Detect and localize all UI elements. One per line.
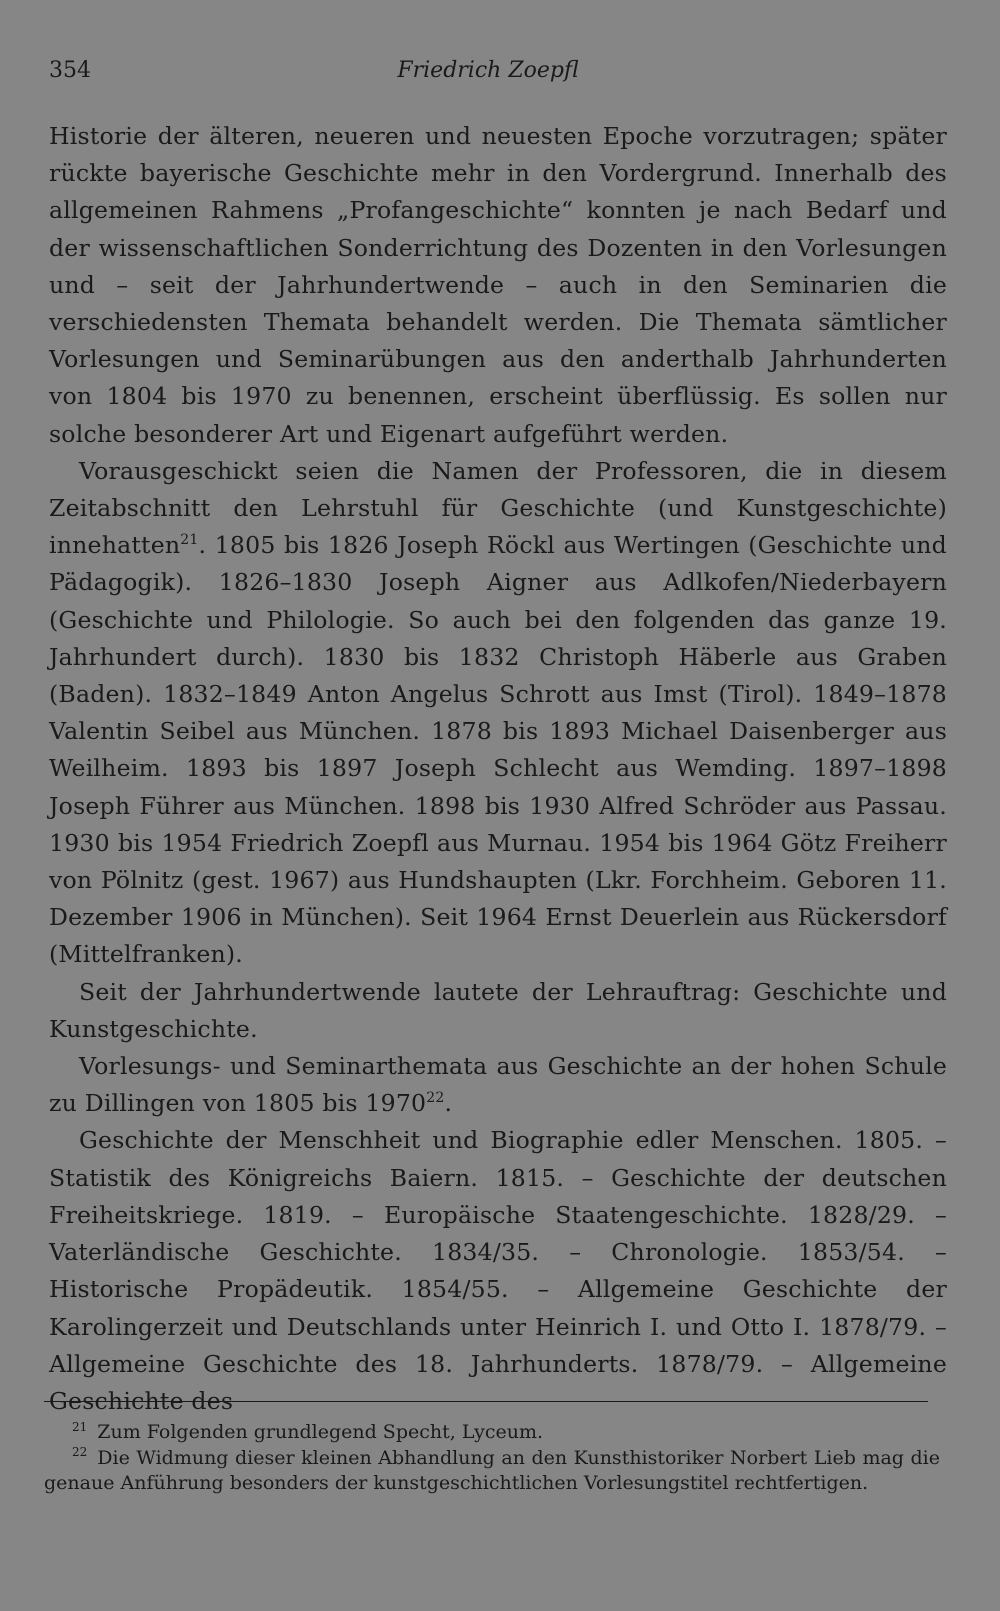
paragraph-2-text-cont: . 1805 bis 1826 Joseph Röckl aus Wertingen (Geschichte und Pädagogik). 1826–1830 Joseph Aigner aus Adlkofen/Niederbayern (Geschichte und Philologie. So auch bei den folgenden das ganze 19. Jahrhundert durch). 1830 bis 1832 Christoph Häberle aus Graben (Baden). 1832–1849 Anton Angelus Schrott aus Imst (Tirol). 1849–1878 Valentin Seibel aus München. 1878 bis 1893 Michael Daisenberger aus Weilheim. 1893 bis 1897 Joseph Schlecht aus Wemding. 1897–1898 Joseph Führer aus München. 1898 bis 1930 Alfred Schröder aus Passau. 1930 bis 1954 Friedrich Zoepfl aus Murnau. 1954 bis 1964 Götz Freiherr von Pölnitz (gest. 1967) aus Hundshaupten (Lkr. Forchheim. Geboren 11. Dezember 1906 in München). Seit 1964 Ernst Deuerlein aus Rückersdorf (Mittelfranken).	[49, 531, 947, 969]
running-title: Friedrich Zoepfl	[397, 58, 579, 83]
paragraph-3: Seit der Jahrhundertwende lautete der Lehrauftrag: Geschichte und Kunstgeschichte.	[49, 977, 947, 1043]
paragraph-4-text: Vorlesungs- und Seminarthemata aus Geschichte an der hohen Schule zu Dillingen von 1805 bis 1970	[49, 1052, 947, 1118]
page-header	[49, 58, 927, 94]
footnote-text: Die Widmung dieser kleinen Abhandlung an den Kunsthistoriker Norbert Lieb mag die genaue Anführung besonders der kunstgeschichtlichen Vorlesungstitel rechtfertigen.	[44, 1446, 940, 1494]
footnote-21	[44, 1420, 940, 1446]
footnote-ref-22: 22	[426, 1090, 445, 1107]
paragraph-5: Geschichte der Menschheit und Biographie edler Menschen. 1805. – Statistik des Königreichs Baiern. 1815. – Geschichte der deutschen Freiheitskriege. 1819. – Europäische Staatengeschichte. 1828/29. – Vaterländische Geschichte. 1834/35. – Chronologie. 1853/54. – Historische Propädeutik. 1854/55. – Allgemeine Geschichte der Karolingerzeit und Deutschlands unter Heinrich I. und Otto I. 1878/79. – Allgemeine Geschichte des 18. Jahrhunderts. 1878/79. – Allgemeine Geschichte des	[49, 1126, 947, 1415]
paragraph-4-text-cont: .	[444, 1089, 453, 1118]
page-number: 354	[49, 58, 91, 83]
paragraph-1: Historie der älteren, neueren und neuesten Epoche vorzutragen; später rückte bayerische Geschichte mehr in den Vordergrund. Innerhalb des allgemeinen Rahmens „Profangeschichte“ konnten je nach Bedarf und der wissenschaftlichen Sonderrichtung des Dozenten in den Vorlesungen und – seit der Jahrhundertwende – auch in den Seminarien die verschiedensten Themata behandelt werden. Die Themata sämtlicher Vorlesungen und Seminarübungen aus den anderthalb Jahrhunderten von 1804 bis 1970 zu benennen, erscheint überflüssig. Es sollen nur solche besonderer Art und Eigenart aufgeführt werden.	[49, 122, 947, 448]
body-text	[49, 118, 947, 1420]
paragraph-2	[49, 453, 947, 974]
footnotes	[44, 1420, 940, 1497]
footnote-text: Zum Folgenden grundlegend Specht, Lyceum.	[97, 1421, 544, 1443]
paragraph-4	[49, 1048, 947, 1122]
footnote-mark: 21	[72, 1419, 88, 1434]
footnote-mark: 22	[72, 1445, 88, 1460]
footnote-22	[44, 1446, 940, 1497]
footnote-divider	[44, 1401, 928, 1402]
paragraph-2-text: Vorausgeschickt seien die Namen der Professoren, die in diesem Zeitabschnitt den Lehrstuhl für Geschichte (und Kunstgeschichte) innehatten	[49, 456, 947, 560]
footnote-ref-21: 21	[180, 532, 199, 549]
